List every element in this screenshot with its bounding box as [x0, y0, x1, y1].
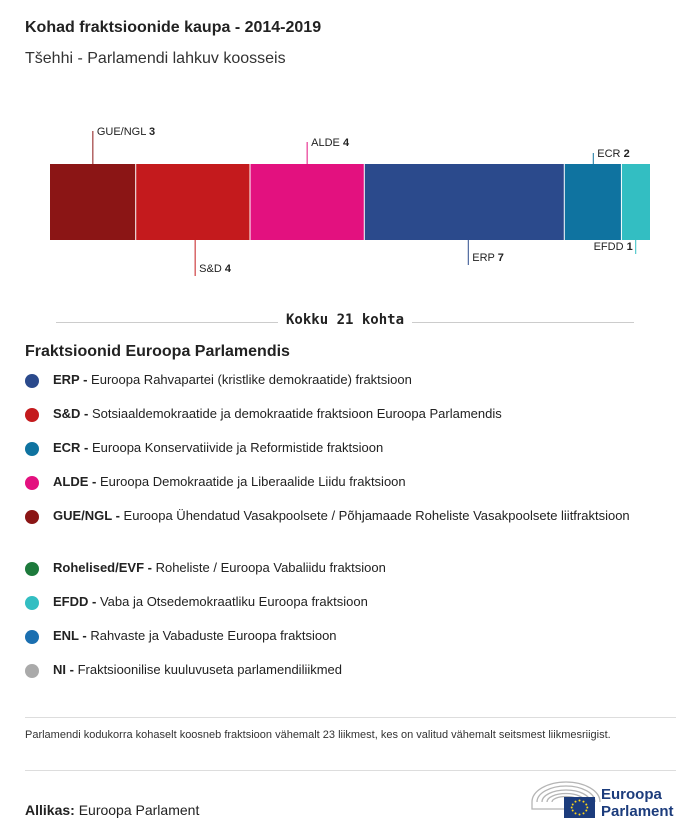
segment-label: ALDE 4 — [311, 137, 350, 149]
legend-text — [25, 661, 665, 679]
source-label: Allikas: — [25, 802, 75, 818]
bar-segment — [136, 164, 250, 240]
legend-item — [25, 371, 665, 389]
bar-segment — [50, 164, 136, 240]
legend-desc: Euroopa Konservatiivide ja Reformistide fraktsioon — [88, 440, 384, 455]
total-seats-label: Kokku 21 kohta — [278, 312, 412, 328]
legend-color-dot — [25, 562, 39, 576]
legend-color-dot — [25, 408, 39, 422]
legend-color-dot — [25, 442, 39, 456]
legend-text — [25, 593, 665, 611]
chart-subtitle: Tšehhi - Parlamendi lahkuv koosseis — [25, 50, 286, 67]
legend-abbr: ALDE - — [53, 474, 97, 489]
legend-item — [25, 473, 665, 491]
legend-item — [25, 661, 665, 679]
source-line — [25, 802, 199, 818]
legend-text — [25, 439, 665, 457]
legend-abbr: ENL - — [53, 628, 87, 643]
divider-top — [25, 717, 676, 718]
legend-title: Fraktsioonid Euroopa Parlamendis — [25, 343, 290, 360]
legend-desc: Fraktsioonilise kuuluvuseta parlamendiliikmed — [73, 662, 343, 677]
legend-text — [25, 473, 665, 491]
legend-desc: Roheliste / Euroopa Vabaliidu fraktsioon — [151, 560, 386, 575]
segment-label: EFDD 1 — [593, 241, 633, 253]
stacked-bar-chart — [0, 120, 700, 290]
legend-abbr: Rohelised/EVF - — [53, 560, 152, 575]
bar-segment — [250, 164, 364, 240]
legend-desc: Euroopa Rahvapartei (kristlike demokraatide) fraktsioon — [87, 372, 412, 387]
legend-text — [25, 405, 665, 423]
footnote: Parlamendi kodukorra kohaselt koosneb fraktsioon vähemalt 23 liikmest, kes on valitud vähemalt seitsmest liikmesriigist. — [25, 729, 611, 741]
legend-color-dot — [25, 596, 39, 610]
segment-label: ERP 7 — [472, 252, 504, 264]
legend-color-dot — [25, 664, 39, 678]
legend-desc: Euroopa Demokraatide ja Liberaalide Liidu fraktsioon — [96, 474, 406, 489]
segment-label: GUE/NGL 3 — [96, 126, 156, 138]
legend-abbr: NI - — [53, 662, 74, 677]
divider-bottom — [25, 770, 676, 771]
legend-item — [25, 507, 665, 525]
legend-abbr: ERP - — [53, 372, 88, 387]
legend-abbr: S&D - — [53, 406, 89, 421]
legend-color-dot — [25, 374, 39, 388]
legend-text — [25, 371, 665, 389]
total-divider — [56, 312, 634, 332]
logo-wordmark — [601, 786, 674, 820]
legend-color-dot — [25, 510, 39, 524]
legend-item — [25, 593, 665, 611]
legend-item — [25, 627, 665, 645]
legend-desc: Euroopa Ühendatud Vasakpoolsete / Põhjamaade Roheliste Vasakpoolsete liitfraktsioon — [119, 508, 630, 523]
legend-color-dot — [25, 630, 39, 644]
legend-abbr: GUE/NGL - — [53, 508, 120, 523]
legend-color-dot — [25, 476, 39, 490]
legend-abbr: ECR - — [53, 440, 89, 455]
legend-text — [25, 507, 665, 525]
segment-label: ECR 2 — [597, 148, 630, 160]
legend-item — [25, 439, 665, 457]
legend-item — [25, 405, 665, 423]
bar-segment — [564, 164, 621, 240]
legend-desc: Sotsiaaldemokraatide ja demokraatide fraktsioon Euroopa Parlamendis — [88, 406, 502, 421]
bar-segment — [621, 164, 650, 240]
segment-label: S&D 4 — [199, 263, 231, 275]
source-value: Euroopa Parlament — [74, 802, 200, 818]
logo-line-1: Euroopa — [601, 786, 662, 803]
chart-title: Kohad fraktsioonide kaupa - 2014-2019 — [25, 19, 322, 36]
legend-desc: Rahvaste ja Vabaduste Euroopa fraktsioon — [86, 628, 337, 643]
bar-segment — [364, 164, 564, 240]
logo-line-2: Parlament — [601, 803, 674, 820]
legend-item — [25, 559, 665, 577]
legend-text — [25, 559, 665, 577]
legend-desc: Vaba ja Otsedemokraatliku Euroopa fraktsioon — [96, 594, 368, 609]
legend-abbr: EFDD - — [53, 594, 97, 609]
legend-text — [25, 627, 665, 645]
